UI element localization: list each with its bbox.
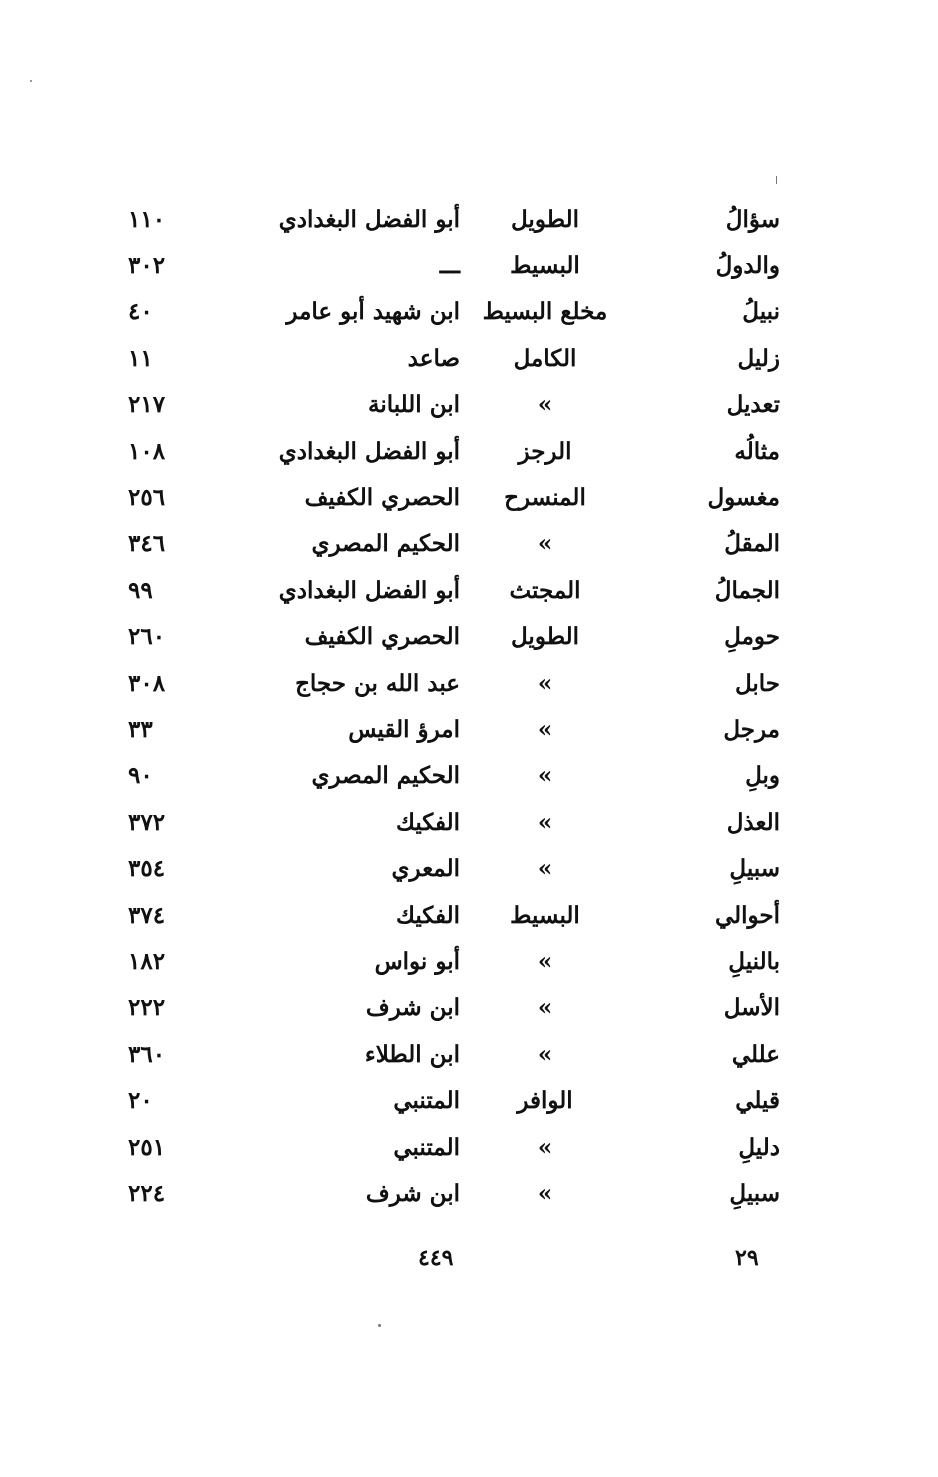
poet-cell: الحصري الكفيف (304, 623, 460, 651)
meter-cell: » (537, 715, 553, 743)
poet-cell: الفكيك (395, 808, 460, 836)
meter-cell: » (537, 808, 553, 836)
page-ref-cell: ١١ (128, 344, 153, 372)
meter-cell: الطويل (511, 205, 579, 233)
meter-cell: الكامل (513, 344, 577, 372)
table-row (120, 753, 780, 799)
rhyme-cell: دليلِ (738, 1133, 780, 1161)
meter-cell: » (537, 947, 553, 975)
rhyme-cell: سؤالُ (725, 205, 780, 233)
rhyme-cell: زليل (737, 344, 780, 372)
meter-cell: البسيط (510, 901, 580, 929)
rhyme-index-table (120, 196, 780, 1217)
page-ref-cell: ٢٢٢ (128, 994, 166, 1022)
scan-speck (378, 1324, 381, 1327)
rhyme-cell: والدولُ (715, 252, 780, 280)
scan-speck (30, 80, 32, 82)
table-row (120, 660, 780, 706)
rhyme-cell: مغسول (707, 484, 780, 512)
page-ref-cell: ٢٢٤ (128, 1179, 166, 1207)
poet-cell: الحصري الكفيف (304, 484, 460, 512)
table-row (120, 706, 780, 752)
meter-cell: » (537, 994, 553, 1022)
table-row (120, 196, 780, 242)
poet-cell: ـــ (439, 252, 460, 280)
table-row (120, 985, 780, 1031)
poet-cell: المعري (391, 855, 460, 883)
table-row (120, 1124, 780, 1170)
page-ref-cell: ٢١٧ (128, 391, 166, 419)
poet-cell: صاعد (407, 344, 460, 372)
page-ref-cell: ٣٠٨ (128, 669, 166, 697)
poet-cell: ابن اللبانة (368, 391, 460, 419)
meter-cell: المجتث (509, 576, 581, 604)
meter-cell: البسيط (510, 252, 580, 280)
poet-cell: عبد الله بن حجاج (295, 669, 460, 697)
table-row (120, 474, 780, 520)
table-row (120, 845, 780, 891)
page-ref-cell: ٣٧٢ (128, 808, 166, 836)
rhyme-cell: وبلِ (745, 762, 780, 790)
table-row (120, 892, 780, 938)
poet-cell: الحكيم المصري (311, 762, 460, 790)
poet-cell: امرؤ القيس (348, 715, 460, 743)
meter-cell: مخلع البسيط (482, 298, 608, 326)
rhyme-cell: تعديل (726, 391, 780, 419)
meter-cell: المنسرح (504, 484, 586, 512)
page-ref-cell: ٣٦٠ (128, 1040, 166, 1068)
table-row (120, 335, 780, 381)
rhyme-cell: نبيلُ (742, 298, 780, 326)
page-ref-cell: ٣٠٢ (128, 252, 166, 280)
rhyme-cell: مثالُه (734, 437, 780, 465)
page-ref-cell: ٣٤٦ (128, 530, 166, 558)
rhyme-cell: الجمالُ (714, 576, 780, 604)
page-ref-cell: ٤٠ (128, 298, 153, 326)
meter-cell: » (537, 391, 553, 419)
table-row (120, 428, 780, 474)
meter-cell: » (537, 530, 553, 558)
rhyme-cell: سبيلِ (729, 1179, 780, 1207)
rhyme-cell: سبيلِ (729, 855, 780, 883)
page-ref-cell: ٣٣ (128, 715, 153, 743)
table-row (120, 799, 780, 845)
meter-cell: » (537, 669, 553, 697)
rhyme-cell: حوملِ (724, 623, 780, 651)
page-ref-cell: ١١٠ (128, 205, 166, 233)
rhyme-cell: الأسل (723, 994, 780, 1022)
page-ref-cell: ٩٠ (128, 762, 153, 790)
meter-cell: الوافر (517, 1087, 573, 1115)
meter-cell: » (537, 1179, 553, 1207)
rhyme-cell: العذل (726, 808, 780, 836)
page-ref-cell: ٢٦٠ (128, 623, 166, 651)
table-row (120, 242, 780, 288)
poet-cell: المتنبي (393, 1133, 460, 1161)
poet-cell: الفكيك (395, 901, 460, 929)
rhyme-cell: عللي (731, 1040, 780, 1068)
rhyme-cell: مرجل (723, 715, 780, 743)
table-row (120, 567, 780, 613)
poet-cell: ابن شرف (365, 994, 460, 1022)
poet-cell: الحكيم المصري (311, 530, 460, 558)
poet-cell: ابن شرف (365, 1179, 460, 1207)
poet-cell: ابن الطلاء (364, 1040, 460, 1068)
rhyme-cell: قيلي (735, 1087, 780, 1115)
poet-cell: المتنبي (393, 1087, 460, 1115)
meter-cell: الطويل (511, 623, 579, 651)
page-ref-cell: ٢٥٦ (128, 484, 166, 512)
table-row (120, 938, 780, 984)
section-number: ٢٩ (735, 1245, 759, 1271)
rhyme-cell: حابل (734, 669, 780, 697)
meter-cell: » (537, 855, 553, 883)
rhyme-cell: أحوالي (714, 901, 780, 929)
poet-cell: أبو الفضل البغدادي (278, 437, 460, 465)
page-ref-cell: ٣٥٤ (128, 855, 166, 883)
rhyme-cell: بالنيلِ (728, 947, 780, 975)
page-ref-cell: ٢٠ (128, 1087, 153, 1115)
poet-cell: ابن شهيد أبو عامر (286, 298, 460, 326)
page-ref-cell: ٩٩ (128, 576, 153, 604)
page-ref-cell: ٣٧٤ (128, 901, 166, 929)
meter-cell: » (537, 1133, 553, 1161)
table-row (120, 614, 780, 660)
scan-speck (776, 176, 777, 184)
meter-cell: » (537, 762, 553, 790)
poet-cell: أبو الفضل البغدادي (278, 205, 460, 233)
page-ref-cell: ١٠٨ (128, 437, 166, 465)
meter-cell: » (537, 1040, 553, 1068)
table-row (120, 1031, 780, 1077)
poet-cell: أبو نواس (374, 947, 460, 975)
poet-cell: أبو الفضل البغدادي (278, 576, 460, 604)
page-number: ٤٤٩ (418, 1245, 454, 1271)
rhyme-cell: المقلُ (724, 530, 780, 558)
page-ref-cell: ٢٥١ (128, 1133, 166, 1161)
table-row (120, 382, 780, 428)
table-row (120, 1170, 780, 1216)
table-row (120, 521, 780, 567)
table-row (120, 1077, 780, 1123)
meter-cell: الرجز (518, 437, 572, 465)
page-ref-cell: ١٨٢ (128, 947, 166, 975)
table-row (120, 289, 780, 335)
